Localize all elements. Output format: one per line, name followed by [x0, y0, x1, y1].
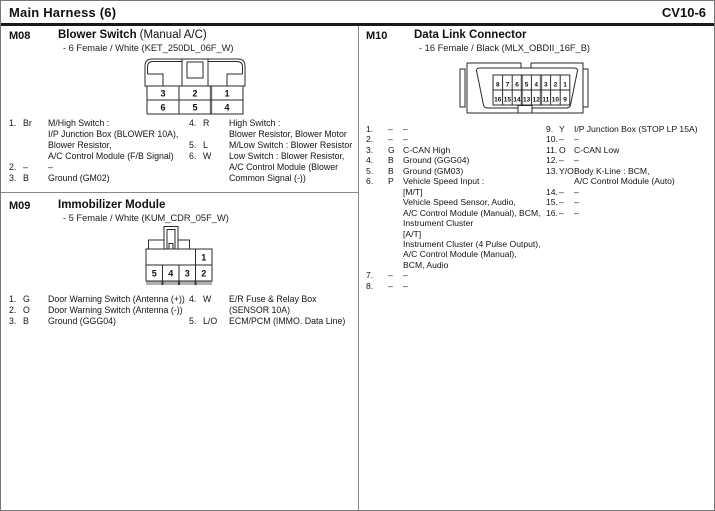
pin-row — [9, 173, 178, 184]
wire-color-code: – — [23, 161, 28, 172]
pin-cell-label: 7 — [505, 81, 510, 89]
pin-description: Door Warning Switch (Antenna (+)) — [48, 294, 185, 304]
pin-number: 10. — [546, 134, 558, 145]
pin-number: 8. — [366, 280, 374, 291]
pin-description: C-CAN Low — [574, 144, 620, 155]
connector-spec-m10: - 16 Female / Black (MLX_OBDII_16F_B) — [419, 43, 591, 53]
pin-number: 2. — [366, 134, 374, 145]
pin-cell-label: 9 — [563, 96, 567, 104]
wire-color-code: B — [388, 155, 394, 166]
pin-cell-label: 3 — [160, 88, 166, 99]
pin-description: I/P Junction Box (STOP LP 15A) — [574, 124, 698, 134]
pin-row — [366, 270, 541, 280]
pin-description: Ground (GGG04) — [403, 155, 470, 166]
pin-list-m09-right — [189, 294, 345, 327]
pin-row — [366, 176, 541, 270]
pin-number: 11. — [546, 144, 558, 155]
pin-row — [546, 166, 698, 187]
pin-row — [9, 294, 185, 305]
pin-list-m09-left — [9, 294, 185, 327]
wire-color-code: G — [23, 294, 30, 304]
pin-description: Door Warning Switch (Antenna (-)) — [48, 304, 183, 315]
pin-description: – — [403, 280, 408, 291]
pin-row — [546, 124, 698, 134]
pin-cell-label: 3 — [543, 81, 548, 89]
pin-description: C-CAN High — [403, 144, 451, 155]
pin-cell-label: 12 — [532, 96, 540, 104]
connector-spec-m08: - 6 Female / White (KET_250DL_06F_W) — [63, 43, 234, 53]
pin-row — [366, 166, 541, 176]
wire-color-code: L — [203, 139, 208, 150]
pin-description: Vehicle Speed Input : [M/T] Vehicle Speed Sensor, Audio, A/C Control Module (Manual), BCM, Instrument Cluster [A/T] Instrument Cluster (4 Pulse Output), A/C Control Module (Manual), BCM, Audio — [403, 176, 541, 270]
pin-cell-label: 6 — [515, 81, 519, 89]
pin-description: M/High Switch : I/P Junction Box (BLOWER 10A), Blower Resistor, A/C Control Module (F/B Signal) — [48, 118, 179, 161]
pin-number: 4. — [366, 155, 374, 166]
wire-color-code: W — [203, 150, 212, 161]
pin-number: 2. — [9, 304, 17, 315]
pin-cell-label: 11 — [542, 96, 550, 104]
wire-color-code: – — [388, 124, 393, 134]
pin-row — [189, 294, 345, 316]
wire-color-code: – — [559, 197, 564, 208]
pin-cell-label: 14 — [513, 96, 521, 104]
pin-number: 1. — [9, 294, 17, 304]
pin-cell-label: 8 — [495, 81, 500, 89]
pin-description: – — [403, 124, 408, 134]
pin-row — [366, 145, 541, 155]
wire-color-code: – — [559, 134, 564, 145]
pin-row — [546, 197, 698, 207]
pin-row — [9, 162, 178, 173]
wire-color-code: – — [388, 280, 393, 291]
connector-id-m09: M09 — [9, 200, 31, 212]
wire-color-code: – — [559, 155, 564, 166]
pin-cell-label: 5 — [192, 102, 198, 113]
connector-note: (Manual A/C) — [139, 29, 207, 41]
pin-row — [366, 124, 541, 134]
wire-color-code: B — [23, 172, 29, 183]
pin-number: 7. — [366, 270, 374, 281]
connector-name: Data Link Connector — [414, 29, 527, 41]
pin-row — [546, 187, 698, 197]
wire-color-code: P — [388, 176, 394, 187]
wire-color-code: – — [559, 186, 564, 197]
pin-row — [9, 305, 185, 316]
pin-number: 6. — [366, 176, 374, 187]
pin-description: ECM/PCM (IMMO. Data Line) — [229, 315, 346, 326]
pin-number: 3. — [366, 144, 374, 155]
wire-color-code: W — [203, 294, 212, 304]
connector-id-m08: M08 — [9, 30, 31, 42]
pin-number: 1. — [9, 118, 17, 128]
pin-description: Low Switch : Blower Resistor, A/C Control Module (Blower Common Signal (-)) — [229, 150, 345, 183]
pin-number: 5. — [189, 139, 197, 150]
wire-color-code: O — [23, 304, 30, 315]
pin-description: – — [574, 155, 579, 166]
pin-list-m08-right — [189, 118, 352, 183]
connector-id-m10: M10 — [366, 30, 388, 42]
pin-description: – — [403, 270, 408, 281]
connector-spec-m09: - 5 Female / White (KUM_CDR_05F_W) — [63, 213, 229, 223]
pin-description: High Switch : Blower Resistor, Blower Motor — [229, 118, 347, 139]
connector-diagram-m09 — [144, 225, 214, 289]
pin-cell-label: 1 — [201, 252, 207, 263]
pin-row — [546, 134, 698, 144]
pin-description: – — [574, 197, 579, 208]
pin-cell-label: 6 — [160, 102, 166, 113]
pin-row — [546, 208, 698, 218]
pin-number: 1. — [366, 124, 374, 134]
column-divider — [358, 26, 359, 511]
pin-description: E/R Fuse & Relay Box (SENSOR 10A) — [229, 294, 317, 315]
pin-cell-label: 4 — [168, 268, 174, 279]
pin-description: Ground (GGG04) — [48, 315, 116, 326]
connector-name: Blower Switch — [58, 29, 137, 41]
wire-color-code: R — [203, 118, 210, 128]
wire-color-code: B — [388, 165, 394, 176]
pin-cell-label: 5 — [151, 268, 157, 279]
wire-color-code: O — [559, 144, 566, 155]
pin-cell-label: 5 — [524, 81, 529, 89]
pin-number: 2. — [9, 161, 17, 172]
pin-number: 5. — [366, 165, 374, 176]
connector-diagram-m10 — [457, 57, 591, 115]
pin-row — [366, 155, 541, 165]
wire-color-code: – — [559, 207, 564, 218]
pin-number: 9. — [546, 124, 554, 134]
pin-cell-label: 3 — [184, 268, 190, 279]
pin-number: 5. — [189, 315, 197, 326]
pin-description: M/Low Switch : Blower Resistor — [229, 139, 353, 150]
wire-color-code: Br — [23, 118, 32, 128]
pin-list-m10-left — [366, 124, 541, 291]
pin-cell-label: 1 — [224, 88, 230, 99]
pin-row — [9, 118, 178, 162]
pin-description: – — [574, 134, 579, 145]
pin-cell-label: 13 — [522, 96, 531, 104]
wire-color-code: – — [388, 134, 393, 145]
pin-number: 12. — [546, 155, 558, 166]
pin-cell-label: 4 — [224, 102, 230, 113]
pin-cell-label: 2 — [553, 81, 558, 89]
section-title-m08 — [58, 29, 207, 41]
pin-row — [189, 118, 352, 140]
pin-row — [9, 316, 185, 327]
pin-cell-label: 16 — [494, 96, 502, 104]
pin-description: Ground (GM02) — [48, 172, 110, 183]
section-title-m10 — [414, 29, 529, 41]
pin-description: – — [574, 186, 579, 197]
pin-description: – — [403, 134, 408, 145]
wire-color-code: Y/O — [559, 165, 574, 176]
pin-list-m08-left — [9, 118, 178, 183]
pin-number: 13. — [546, 165, 558, 176]
pin-number: 16. — [546, 207, 558, 218]
wire-color-code: L/O — [203, 315, 218, 326]
pin-cell-label: 4 — [534, 81, 539, 89]
wire-color-code: Y — [559, 124, 565, 134]
pin-row — [546, 145, 698, 155]
pin-row — [189, 140, 352, 151]
pin-row — [366, 134, 541, 144]
pin-description: Body K-Line : BCM, A/C Control Module (Auto) — [574, 165, 675, 187]
pin-number: 3. — [9, 172, 17, 183]
section-divider — [1, 192, 358, 193]
pin-row — [366, 281, 541, 291]
pin-cell-label: 15 — [503, 96, 512, 104]
connector-name: Immobilizer Module — [58, 199, 166, 211]
page-title: Main Harness (6) — [9, 5, 117, 20]
pin-description: – — [574, 207, 579, 218]
wire-color-code: – — [388, 270, 393, 281]
pin-cell-label: 10 — [551, 96, 560, 104]
pin-cell-label: 1 — [563, 81, 567, 89]
connector-diagram-m08 — [143, 57, 247, 117]
pin-cell-label: 2 — [192, 88, 198, 99]
pin-description: – — [48, 161, 53, 172]
wire-color-code: B — [23, 315, 29, 326]
pin-cell-label: 2 — [201, 268, 207, 279]
pin-number: 14. — [546, 186, 558, 197]
pin-row — [189, 316, 345, 327]
pin-list-m10-right — [546, 124, 698, 218]
section-title-m09 — [58, 199, 168, 211]
wire-color-code: G — [388, 144, 395, 155]
pin-row — [189, 151, 352, 184]
pin-number: 3. — [9, 315, 17, 326]
pin-number: 15. — [546, 197, 558, 208]
pin-description: Ground (GM03) — [403, 165, 464, 176]
pin-row — [546, 155, 698, 165]
page-code: CV10-6 — [661, 5, 706, 20]
pin-number: 4. — [189, 294, 197, 304]
pin-number: 4. — [189, 118, 197, 128]
pin-number: 6. — [189, 150, 197, 161]
